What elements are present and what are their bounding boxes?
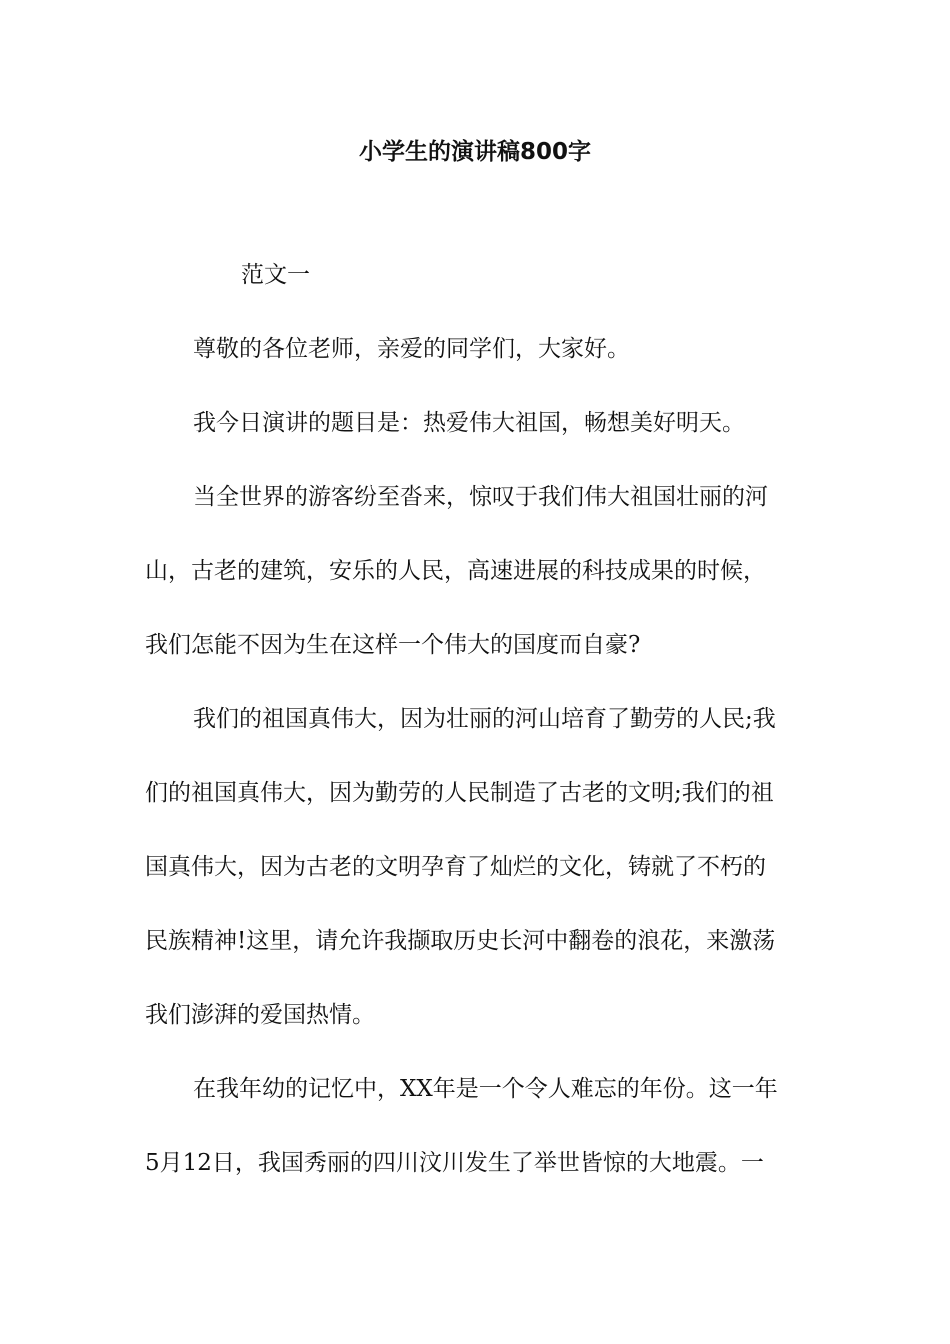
- paragraph-line: 5月12日，我国秀丽的四川汶川发生了举世皆惊的大地震。一: [145, 1150, 764, 1176]
- paragraph-line: 在我年幼的记忆中，XX年是一个令人难忘的年份。这一年: [193, 1076, 778, 1102]
- paragraph-line: 山，古老的建筑，安乐的人民，高速进展的科技成果的时候，: [145, 558, 766, 584]
- paragraph-line: 们的祖国真伟大，因为勤劳的人民制造了古老的文明;我们的祖: [145, 780, 774, 806]
- paragraph-line: 民族精神!这里，请允许我撷取历史长河中翻卷的浪花，来激荡: [145, 928, 776, 954]
- paragraph-line: 我们怎能不因为生在这样一个伟大的国度而自豪?: [145, 632, 641, 658]
- paragraph-line: 我们的祖国真伟大，因为壮丽的河山培育了勤劳的人民;我: [193, 706, 776, 732]
- paragraph-line: 尊敬的各位老师，亲爱的同学们，大家好。: [193, 336, 630, 362]
- document-body: [145, 250, 810, 1212]
- paragraph-line: 我今日演讲的题目是：热爱伟大祖国，畅想美好明天。: [193, 410, 745, 436]
- paragraph-line: 国真伟大，因为古老的文明孕育了灿烂的文化，铸就了不朽的: [145, 854, 766, 880]
- document-title: 小学生的演讲稿800字: [358, 139, 591, 165]
- section-heading: 范文一: [241, 262, 310, 288]
- paragraph-line: 当全世界的游客纷至沓来，惊叹于我们伟大祖国壮丽的河: [193, 484, 768, 510]
- paragraph-line: 我们澎湃的爱国热情。: [145, 1002, 375, 1028]
